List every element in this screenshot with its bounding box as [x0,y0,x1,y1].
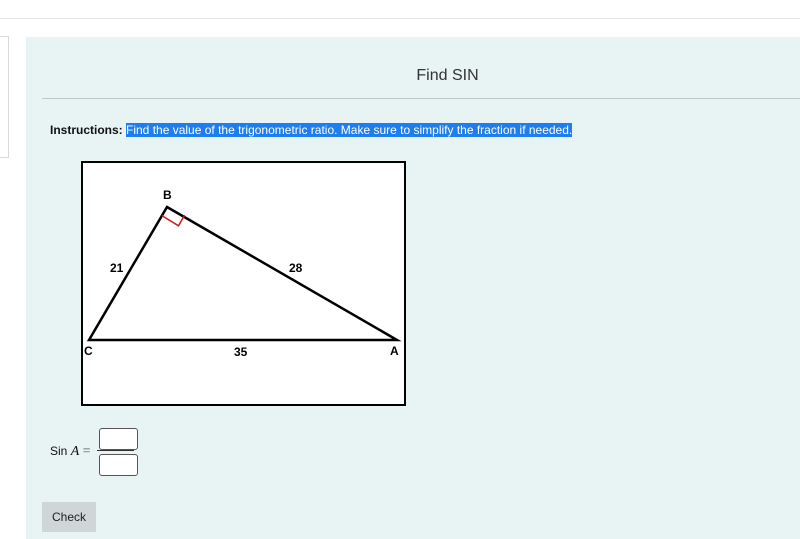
top-divider [0,18,800,19]
numerator-input[interactable] [99,428,138,450]
title-divider [42,98,800,99]
triangle-shape [89,207,397,340]
side-ba-label: 28 [289,261,303,275]
page-title: Find SIN [416,67,479,84]
vertex-b-label: B [163,188,172,202]
side-bc-label: 21 [110,261,124,275]
denominator-input[interactable] [99,454,138,476]
side-ca-label: 35 [234,345,248,359]
check-button[interactable]: Check [42,502,96,532]
triangle-diagram [83,163,404,404]
sin-label [50,444,91,460]
instructions-label: Instructions: [50,123,123,137]
question-panel [26,37,800,539]
vertex-a-label: A [390,344,399,358]
sin-variable: A [70,444,80,459]
right-angle-mark [162,215,185,226]
instructions-text: Find the value of the trigonometric ratio. Make sure to simplify the fraction if needed. [126,123,573,137]
side-card [0,36,9,158]
triangle-figure [81,161,406,406]
vertex-c-label: C [84,344,93,358]
equals-sign: = [82,444,91,459]
instructions [50,123,572,137]
fraction-bar [97,450,134,451]
sin-label-text: Sin [50,444,68,458]
